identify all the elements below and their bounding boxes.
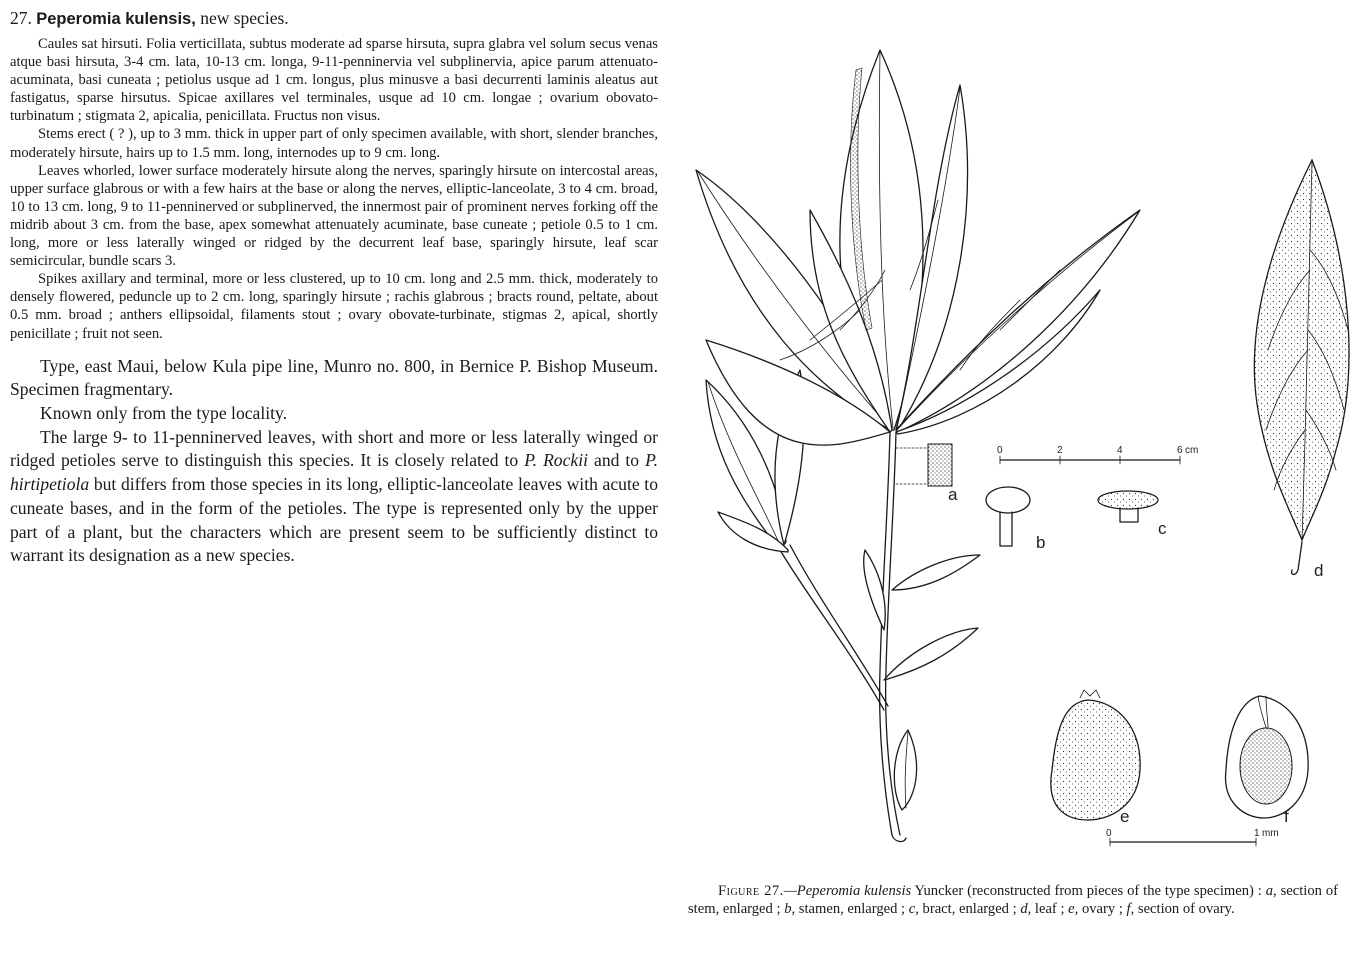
notes-block (10, 355, 658, 568)
scale-cm-tick-6: 6 (1177, 445, 1183, 456)
inset-d-leaf (1254, 160, 1349, 580)
type-locality: Type, east Maui, below Kula pipe line, Munro no. 800, in Bernice P. Bishop Museum. Specimen fragmentary. (10, 355, 658, 400)
leaves-description: Leaves whorled, lower surface moderately hirsute along the nerves, sparingly hirsute on intercostal areas, upper surface glabrous or with a few hairs at the base or along the nerves, elliptic-lanceolate, 3 to 4 cm. broad, 10 to 13 cm. long, 9 to 11-penninerved or subplinerved, the innermost pair of prominent nerves forking off the midrib about 3 cm. from the base, apex somewhat attenuately acuminate, base cuneate ; petiole 0.5 to 1 cm. long, more or less laterally winged or ridged by the decurrent leaf base, sparingly hirsute, leaf scar semicircular, bundle scars 3. (10, 162, 658, 270)
inset-a-stem-section (896, 444, 958, 504)
scale-cm-tick-4: 4 (1117, 445, 1123, 456)
text-column (10, 6, 658, 568)
discussion: The large 9- to 11-penninerved leaves, with short and more or less laterally winged or ridged petioles serve to distinguish this species. It is closely related to P. Rockii and to P. hirtipetiola but differs from those species in its long, elliptic-lanceolate leaves with acute to cuneate bases, and in the form of the petioles. The type is represented only by the upper part of a plant, but the characters which are present seem to be sufficiently distinct to warrant its designation as a new species. (10, 426, 658, 566)
taxon-hirtipetiola: P. hirtipetiola (10, 450, 658, 495)
botanical-illustration (660, 30, 1360, 870)
inset-b-stamen (986, 487, 1045, 552)
species-status: new species. (200, 8, 289, 28)
label-b: b (1036, 533, 1046, 552)
inset-f-ovary-section (1226, 696, 1309, 826)
species-number: 27. (10, 8, 32, 28)
label-f: f (1284, 807, 1289, 826)
caption-figure-label: Figure 27. (718, 883, 784, 899)
latin-description: Caules sat hirsuti. Folia verticillata, subtus moderate ad sparse hirsuta, supra glabra vel solum secus venas atque basi hirsuta, 3-4 cm. lata, 10-13 cm. longa, 9-11-penninervia vel subplinervia, apice parum attenuato-acuminata, basi cuneata ; petiolus usque ad 1 cm. longus, plus minusve a basi decurrenti laminis aleatus aut fastigatus, sparse hirsutus. Spicae axillares vel terminales, usque ad 10 cm. longae ; ovarium obovato-turbinatum ; stigmata 2, apicalia, penicillata. Fructus non visus. (10, 36, 658, 125)
scale-mm-unit: mm (1262, 828, 1279, 839)
caption-taxon: —Peperomia kulensis (783, 883, 912, 899)
known-only: Known only from the type locality. (40, 403, 288, 423)
label-e: e (1120, 807, 1130, 826)
inset-e-ovary (1051, 690, 1140, 826)
scale-bar-mm (1106, 828, 1279, 846)
scale-mm-tick-1: 1 (1254, 828, 1260, 839)
scale-cm-unit: cm (1185, 445, 1199, 456)
scale-cm-tick-0: 0 (997, 445, 1003, 456)
spikes-description: Spikes axillary and terminal, more or less clustered, up to 10 cm. long and 2.5 mm. thick, moderately to densely flowered, peduncle up to 2 cm. long, sparingly hirsute ; rachis glabrous ; bracts round, peltate, about 0.5 mm. broad ; anthers ellipsoidal, filaments stout ; ovary obovate-turbinate, stigmas 2, apical, shortly penicillate ; fruit not seen. (10, 271, 658, 342)
label-a: a (948, 485, 958, 504)
species-heading (10, 6, 658, 31)
description-block (10, 35, 658, 343)
species-name: Peperomia kulensis, (36, 10, 196, 28)
stems-description: Stems erect ( ? ), up to 3 mm. thick in upper part of only specimen available, with short, slender branches, moderately hirsute, hairs up to 1.5 mm. long, internodes up to 9 cm. long. (10, 126, 658, 161)
figure-caption: Figure 27.—Peperomia kulensis Yuncker (reconstructed from pieces of the type specimen) : a, section of stem, enlarged ; b, stamen, enlarged ; c, bract, enlarged ; d, leaf ; e, ovary ; f, section of ovary. (688, 883, 1338, 918)
scale-mm-tick-0: 0 (1106, 828, 1112, 839)
inset-c-bract (1098, 491, 1167, 538)
label-d: d (1314, 561, 1324, 580)
scale-bar-cm (997, 445, 1198, 464)
scale-cm-tick-2: 2 (1057, 445, 1063, 456)
taxon-rockii: P. Rockii (524, 450, 589, 471)
label-c: c (1158, 519, 1167, 538)
